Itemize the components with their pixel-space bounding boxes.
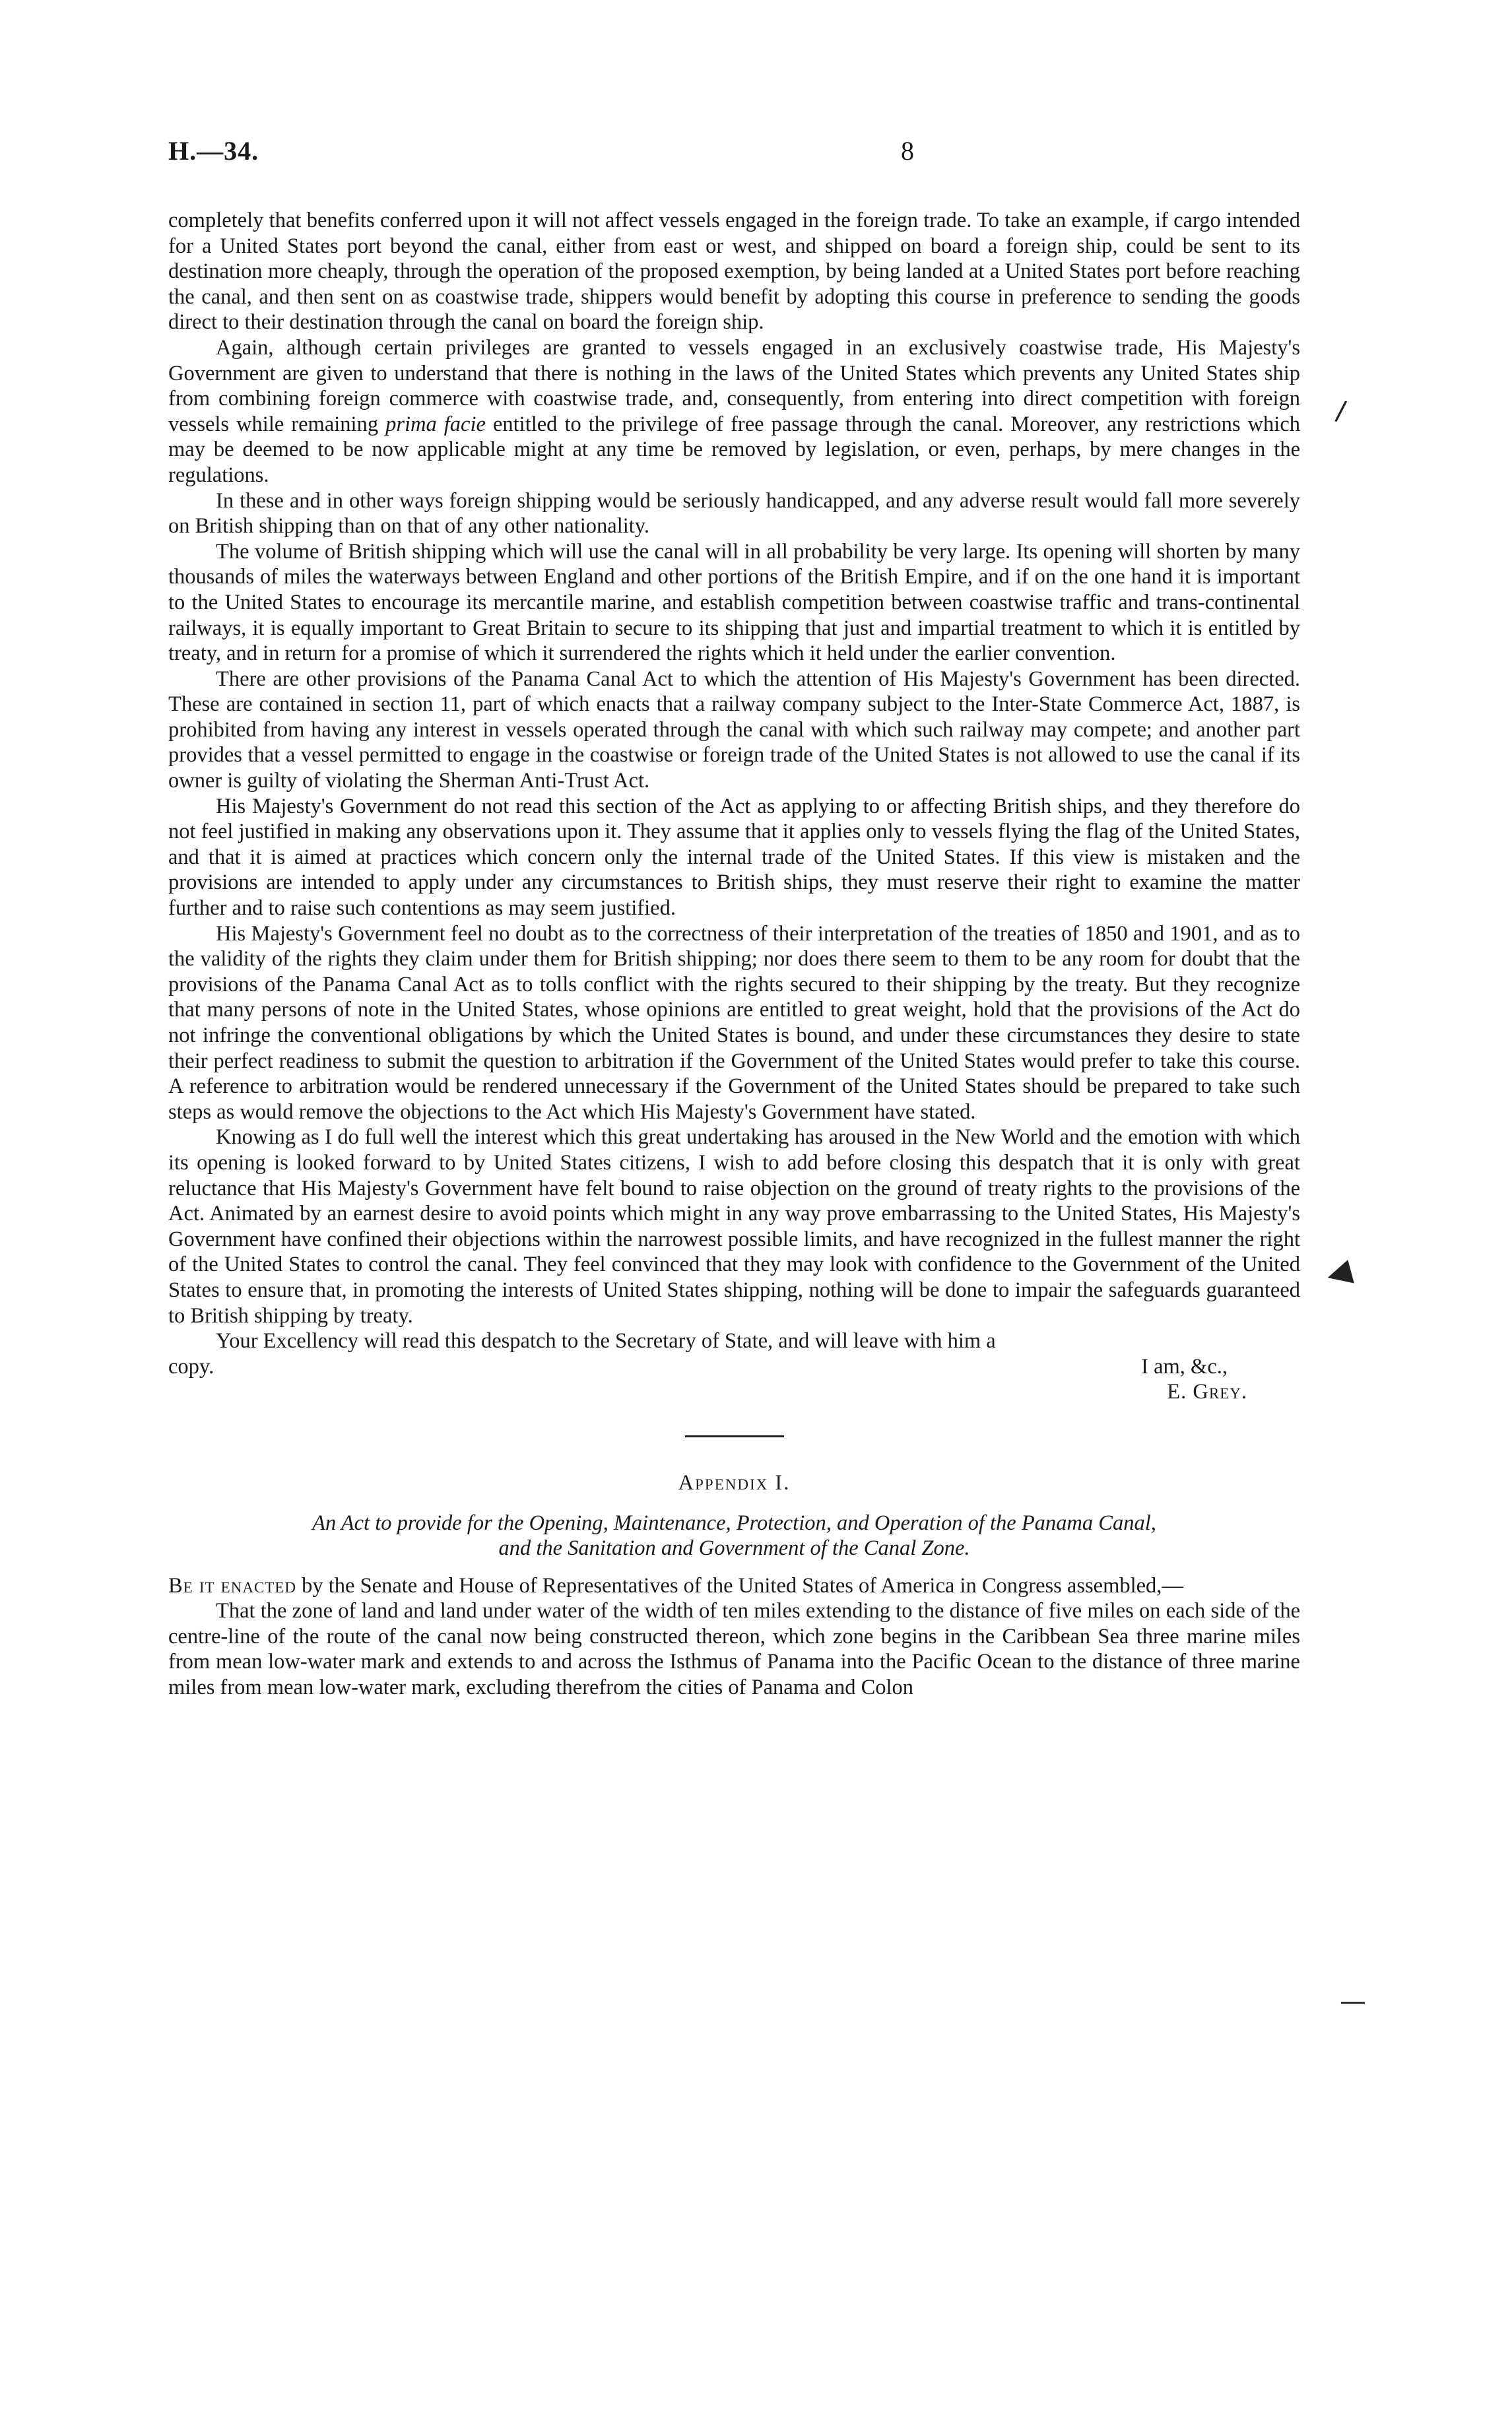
enacting-rest: by the Senate and House of Representatives of the United States of America in Congress assembled,— — [302, 1573, 1183, 1598]
paragraph-do-not-read: His Majesty's Government do not read this section of the Act as applying to or affecting British ships, and they therefore do not feel justified in making any observations upon it. They assume that it applies only to vessels flying the flag of the United States, and that it is aimed at practices which concern only the internal trade of the United States. If this view is mistaken and the provisions are intended to apply under any circumstances to British ships, they must reserve their right to examine the matter further and to raise such contentions as may seem justified. — [168, 794, 1300, 921]
paragraph-your-excellency: Your Excellency will read this despatch to the Secretary of State, and will leave with him a — [216, 1329, 996, 1354]
paragraph-continuation: completely that benefits conferred upon it will not affect vessels engaged in the foreign trade. To take an example, if cargo intended for a United States port beyond the canal, either from east or west, and shipped on board a foreign ship, could be sent to its destination more cheaply, through the operation of the proposed exemption, by being landed at a United States port before reaching the canal, and then sent on as coastwise trade, shippers would benefit by adopting this course in preference to sending the goods direct to their destination through the canal on board the foreign ship. — [168, 209, 1300, 335]
closing-line — [168, 1354, 1300, 1380]
paragraph-handicapped: In these and in other ways foreign shipping would be seriously handicapped, and any adverse result would fall more severely on British shipping than on that of any other nationality. — [168, 488, 1300, 539]
enacting-lead: Be it enacted — [168, 1573, 297, 1598]
act-title — [168, 1511, 1300, 1561]
section-divider — [685, 1435, 784, 1437]
closing-copy: copy. — [168, 1354, 214, 1379]
margin-mark-2: ◀ — [1322, 1251, 1356, 1293]
paragraph-canal-zone: That the zone of land and land under water of the width of ten miles extending to the distance of five miles on each side of the centre-line of the route of the canal now being constructed thereon, which zone begins in the Caribbean Sea three marine miles from mean low-water mark and extends to and across the Isthmus of Panama into the Pacific Ocean to the distance of three marine miles from mean low-water mark, excluding therefrom the cities of Panama and Colon — [168, 1599, 1300, 1700]
paragraph-arbitration: His Majesty's Government feel no doubt as to the correctness of their interpretation of the treaties of 1850 and 1901, and as to the validity of the rights they claim under them for British shipping; nor does there seem to them to be any room for doubt that the provisions of the Panama Canal Act as to tolls conflict with the rights secured to their shipping by the treaty. But they recognize that many persons of note in the United States, whose opinions are entitled to great weight, hold that the provisions of the Act do not infringe the conventional obligations by which the United States is bound, and under these circumstances they desire to state their perfect readiness to submit the question to arbitration if the Government of the United States would prefer to take this course. A reference to arbitration would be rendered unnecessary if the Government of the United States should be prepared to take such steps as would remove the objections to the Act which His Majesty's Government have stated. — [168, 921, 1300, 1124]
act-title-line-2: and the Sanitation and Government of the Canal Zone. — [498, 1536, 970, 1561]
paragraph-knowing: Knowing as I do full well the interest which this great undertaking has aroused in the New World and the emotion with which its opening is looked forward to by United States citizens, I wish to add before closing this despatch that it is only with great reluctance that His Majesty's Government have felt bound to raise objection on the ground of treaty rights to the provisions of the Act. Animated by an earnest desire to avoid points which might in any way prove embarrassing to the United States, His Majesty's Government have confined their objections within the narrowest possible limits, and have recognized in the fullest manner the right of the United States to control the canal. They feel convinced that they may look with confidence to the Government of the United States to ensure that, in promoting the interests of United States shipping, nothing will be done to impair the safeguards guaranteed to British shipping by treaty. — [168, 1125, 1300, 1328]
act-title-line-1: An Act to provide for the Opening, Maintenance, Protection, and Operation of the Panama Canal, — [312, 1511, 1156, 1535]
paragraph-coastwise-text: Again, although certain privileges are granted to vessels engaged in an exclusively coastwise trade, His Majesty's Government are given to understand that there is nothing in the laws of the United States which prevents any United States ship from combining foreign commerce with coastwise trade, and, consequently, from entering into direct competition with foreign vessels while remaining — [168, 335, 1300, 436]
paragraph-coastwise-privileges — [168, 335, 1300, 488]
page-header — [168, 135, 1300, 175]
margin-mark-1: / — [1334, 395, 1348, 427]
page-body — [168, 208, 1300, 1701]
document-reference: H.—34. — [168, 136, 259, 166]
enacting-clause — [168, 1573, 1300, 1599]
prima-facie-italic: prima facie — [385, 412, 486, 436]
closing-i-am: I am, &c., — [1141, 1354, 1228, 1379]
paragraph-coastwise-tail: entitled to the privilege of free passage through the canal. Moreover, any restrictions which may be deemed to be now applicable might at any time be removed by legislation, or even, perhaps, by mere changes in the regulations. — [168, 412, 1301, 487]
signature: E. Grey. — [1167, 1380, 1247, 1404]
margin-mark-3: — — [1340, 1986, 1366, 2017]
paragraph-section-11: There are other provisions of the Panama Canal Act to which the attention of His Majesty's Government has been directed. These are contained in section 11, part of which enacts that a railway company subject to the Inter-State Commerce Act, 1887, is prohibited from having any interest in vessels operated through the canal with which such railway may compete; and another part provides that a vessel permitted to engage in the coastwise or foreign trade of the United States is not allowed to use the canal if its owner is guilty of violating the Sherman Anti-Trust Act. — [168, 667, 1300, 793]
page-number: 8 — [901, 136, 914, 166]
paragraph-british-shipping-volume: The volume of British shipping which will use the canal will in all probability be very large. Its opening will shorten by many thousands of miles the waterways between England and other portions of the British Empire, and if on the one hand it is important to the United States to encourage its mercantile marine, and establish competition between coastwise traffic and trans-continental railways, it is equally important to Great Britain to secure to its shipping that just and impartial treatment to which it is entitled by treaty, and in return for a promise of which it surrendered the rights which it held under the earlier convention. — [168, 539, 1300, 666]
appendix-title: Appendix I. — [678, 1470, 791, 1495]
